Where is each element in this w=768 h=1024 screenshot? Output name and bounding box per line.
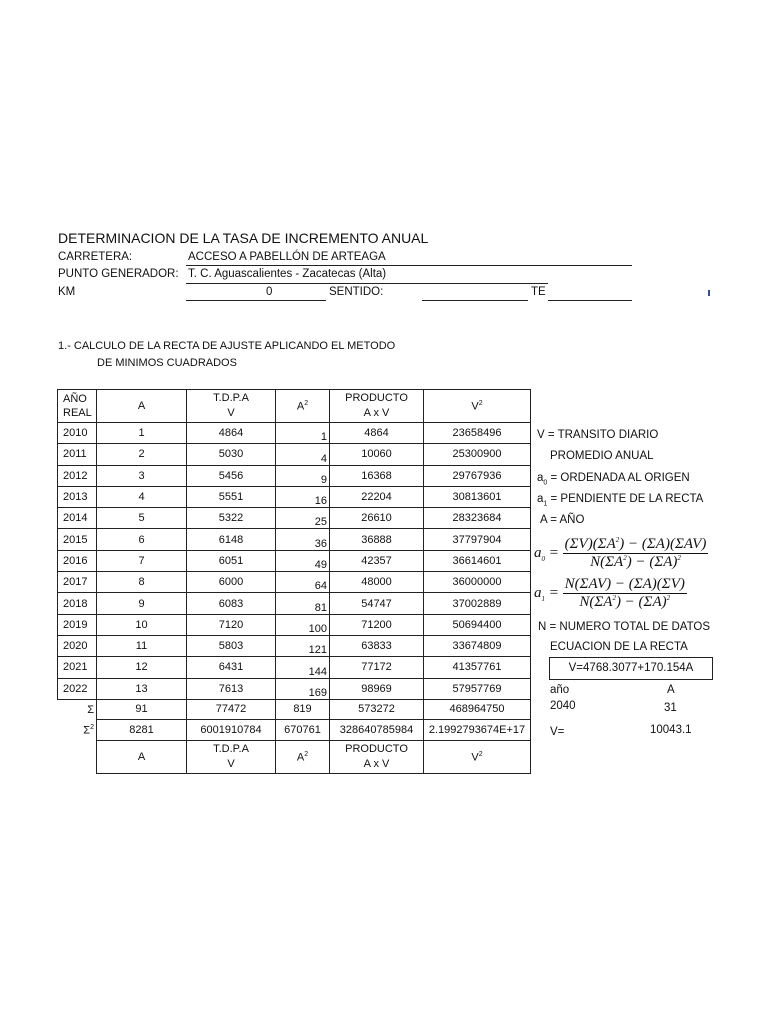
cell-tdpa: 5322 xyxy=(187,508,276,529)
cell-a: 1 xyxy=(97,423,187,444)
punto-generador-underline xyxy=(186,283,548,284)
equation-box: V=4768.3077+170.154A xyxy=(549,657,713,680)
cell-tdpa: 6431 xyxy=(187,657,276,678)
cell-year: 2018 xyxy=(58,593,97,614)
sum-av: 573272 xyxy=(330,699,424,719)
header-anio: AÑO REAL xyxy=(58,390,97,423)
cell-a: 7 xyxy=(97,550,187,571)
sum-squared-a2: 670761 xyxy=(276,719,330,740)
cell-tdpa: 7613 xyxy=(187,678,276,699)
table-row xyxy=(58,657,531,678)
cell-tdpa: 5551 xyxy=(187,486,276,507)
cell-v2: 50694400 xyxy=(424,614,531,635)
cell-producto: 77172 xyxy=(330,657,424,678)
cell-producto: 48000 xyxy=(330,572,424,593)
sentido-underline xyxy=(422,300,528,301)
sum-squared-v: 6001910784 xyxy=(187,719,276,740)
cell-a2: 16 xyxy=(276,486,330,507)
cell-v2: 29767936 xyxy=(424,465,531,486)
cell-producto: 36888 xyxy=(330,529,424,550)
cell-tdpa: 5030 xyxy=(187,444,276,465)
legend-a0: $a_0$ = ORDENADA AL ORIGEN xyxy=(537,472,690,487)
cell-a2: 169 xyxy=(276,678,330,699)
table-row xyxy=(58,529,531,550)
cell-a2: 1 xyxy=(276,423,330,444)
sum-a: 91 xyxy=(97,699,187,719)
header-producto: PRODUCTO A x V xyxy=(330,390,424,423)
least-squares-table xyxy=(57,389,531,774)
formula-a0: $a_0$ = $\frac{(\Sigma V)(\Sigma A^2) - (\Sigma A)(\Sigma AV)}{N(\Sigma A^2) - (\Sigma A)^2}$ xyxy=(534,536,707,570)
cell-year: 2022 xyxy=(58,678,97,699)
legend-a1: $a_1$ = PENDIENTE DE LA RECTA xyxy=(537,493,704,508)
cell-v2: 37002889 xyxy=(424,593,531,614)
cell-year: 2012 xyxy=(58,465,97,486)
cell-producto: 98969 xyxy=(330,678,424,699)
ecuacion-label: ECUACION DE LA RECTA xyxy=(550,641,688,653)
carretera-value: ACCESO A PABELLÓN DE ARTEAGA xyxy=(188,251,386,263)
cell-v2: 41357761 xyxy=(424,657,531,678)
cell-year: 2021 xyxy=(58,657,97,678)
cell-a2: 144 xyxy=(276,657,330,678)
prediction-anio-value: 2040 xyxy=(550,700,576,712)
legend-a: A = AÑO xyxy=(540,514,585,526)
cell-a: 2 xyxy=(97,444,187,465)
cell-v2: 23658496 xyxy=(424,423,531,444)
km-label: KM xyxy=(58,286,76,298)
sum-squared-av: 328640785984 xyxy=(330,719,424,740)
cell-v2: 57957769 xyxy=(424,678,531,699)
prediction-a-label: A xyxy=(667,684,675,696)
cell-year: 2020 xyxy=(58,635,97,656)
cell-producto: 42357 xyxy=(330,550,424,571)
sentido-label: SENTIDO: xyxy=(329,286,384,298)
cell-a2: 64 xyxy=(276,572,330,593)
km-value: 0 xyxy=(266,286,273,298)
cell-year: 2017 xyxy=(58,572,97,593)
cell-marker xyxy=(708,290,710,296)
cell-year: 2015 xyxy=(58,529,97,550)
cell-a: 11 xyxy=(97,635,187,656)
cell-year: 2016 xyxy=(58,550,97,571)
cell-year: 2011 xyxy=(58,444,97,465)
cell-v2: 33674809 xyxy=(424,635,531,656)
cell-a2: 36 xyxy=(276,529,330,550)
sum-v2: 468964750 xyxy=(424,699,531,719)
footer-a: A xyxy=(97,740,187,773)
cell-a: 4 xyxy=(97,486,187,507)
cell-a: 10 xyxy=(97,614,187,635)
table-row xyxy=(58,593,531,614)
cell-a2: 121 xyxy=(276,635,330,656)
table-row xyxy=(58,465,531,486)
table-row xyxy=(58,614,531,635)
page-title: DETERMINACION DE LA TASA DE INCREMENTO ANUAL xyxy=(58,230,429,246)
cell-tdpa: 6000 xyxy=(187,572,276,593)
cell-year: 2014 xyxy=(58,508,97,529)
table-row xyxy=(58,572,531,593)
table-row xyxy=(58,444,531,465)
punto-generador-label: PUNTO GENERADOR: xyxy=(58,268,179,280)
section-subheading: DE MINIMOS CUADRADOS xyxy=(97,357,237,369)
cell-producto: 26610 xyxy=(330,508,424,529)
table-row xyxy=(58,423,531,444)
footer-a2: $A^2$ xyxy=(276,740,330,773)
cell-a2: 9 xyxy=(276,465,330,486)
table-row xyxy=(58,550,531,571)
cell-tdpa: 5456 xyxy=(187,465,276,486)
legend-v-cont: PROMEDIO ANUAL xyxy=(550,450,654,462)
prediction-v-label: V= xyxy=(550,726,565,738)
sum-squared-row xyxy=(58,719,531,740)
cell-a: 12 xyxy=(97,657,187,678)
table-header-row xyxy=(58,390,531,423)
prediction-a-value: 31 xyxy=(664,702,677,714)
header-a: A xyxy=(97,390,187,423)
cell-tdpa: 6083 xyxy=(187,593,276,614)
cell-year: 2013 xyxy=(58,486,97,507)
cell-v2: 36614601 xyxy=(424,550,531,571)
sum-squared-label: $\Sigma^2$ xyxy=(83,723,94,737)
section-heading: 1.- CALCULO DE LA RECTA DE AJUSTE APLICANDO EL METODO xyxy=(58,340,396,352)
table-footer-row xyxy=(58,740,531,773)
table-row xyxy=(58,486,531,507)
cell-a: 6 xyxy=(97,529,187,550)
carretera-underline xyxy=(186,265,632,266)
cell-v2: 30813601 xyxy=(424,486,531,507)
cell-tdpa: 6148 xyxy=(187,529,276,550)
cell-a2: 4 xyxy=(276,444,330,465)
sum-row xyxy=(58,699,531,719)
sum-label: Σ xyxy=(87,703,94,716)
cell-producto: 22204 xyxy=(330,486,424,507)
cell-tdpa: 5803 xyxy=(187,635,276,656)
cell-producto: 63833 xyxy=(330,635,424,656)
header-a2: $A^2$ xyxy=(276,390,330,423)
cell-v2: 37797904 xyxy=(424,529,531,550)
carretera-label: CARRETERA: xyxy=(58,251,133,263)
cell-producto: 16368 xyxy=(330,465,424,486)
te-label: TE xyxy=(531,286,546,298)
legend-n: N = NUMERO TOTAL DE DATOS xyxy=(538,621,711,633)
formula-a1: $a_1$ = $\frac{\text{N(ΣAV) − (ΣA)(ΣV)}}{N(\Sigma A^2) - (\Sigma A)^2}$ xyxy=(534,576,685,610)
cell-a: 9 xyxy=(97,593,187,614)
cell-tdpa: 4864 xyxy=(187,423,276,444)
formulas xyxy=(530,530,710,610)
cell-a: 5 xyxy=(97,508,187,529)
sum-v: 77472 xyxy=(187,699,276,719)
prediction-v-value: 10043.1 xyxy=(650,724,692,736)
cell-tdpa: 7120 xyxy=(187,614,276,635)
cell-v2: 36000000 xyxy=(424,572,531,593)
cell-a: 13 xyxy=(97,678,187,699)
sum-a2: 819 xyxy=(276,699,330,719)
cell-a: 3 xyxy=(97,465,187,486)
cell-a: 8 xyxy=(97,572,187,593)
header-tdpa: T.D.P.A V xyxy=(187,390,276,423)
cell-a2: 100 xyxy=(276,614,330,635)
cell-a2: 49 xyxy=(276,550,330,571)
cell-producto: 71200 xyxy=(330,614,424,635)
legend-v: V = TRANSITO DIARIO xyxy=(537,429,659,441)
cell-producto: 10060 xyxy=(330,444,424,465)
cell-v2: 25300900 xyxy=(424,444,531,465)
te-underline xyxy=(548,300,632,301)
cell-v2: 28323684 xyxy=(424,508,531,529)
footer-producto: PRODUCTO A x V xyxy=(330,740,424,773)
footer-v2: $V^2$ xyxy=(424,740,531,773)
punto-generador-value: T. C. Aguascalientes - Zacatecas (Alta) xyxy=(188,268,387,280)
prediction-anio-label: año xyxy=(550,684,570,696)
footer-empty xyxy=(58,740,97,773)
sum-squared-a: 8281 xyxy=(97,719,187,740)
km-underline xyxy=(186,300,326,301)
cell-producto: 4864 xyxy=(330,423,424,444)
cell-a2: 25 xyxy=(276,508,330,529)
sum-squared-v2: 2.1992793674E+17 xyxy=(424,719,531,740)
cell-a2: 81 xyxy=(276,593,330,614)
header-v2: $V^2$ xyxy=(424,390,531,423)
table-row xyxy=(58,678,531,699)
cell-year: 2019 xyxy=(58,614,97,635)
table-row xyxy=(58,508,531,529)
cell-producto: 54747 xyxy=(330,593,424,614)
cell-year: 2010 xyxy=(58,423,97,444)
footer-tdpa: T.D.P.A V xyxy=(187,740,276,773)
cell-tdpa: 6051 xyxy=(187,550,276,571)
table-row xyxy=(58,635,531,656)
